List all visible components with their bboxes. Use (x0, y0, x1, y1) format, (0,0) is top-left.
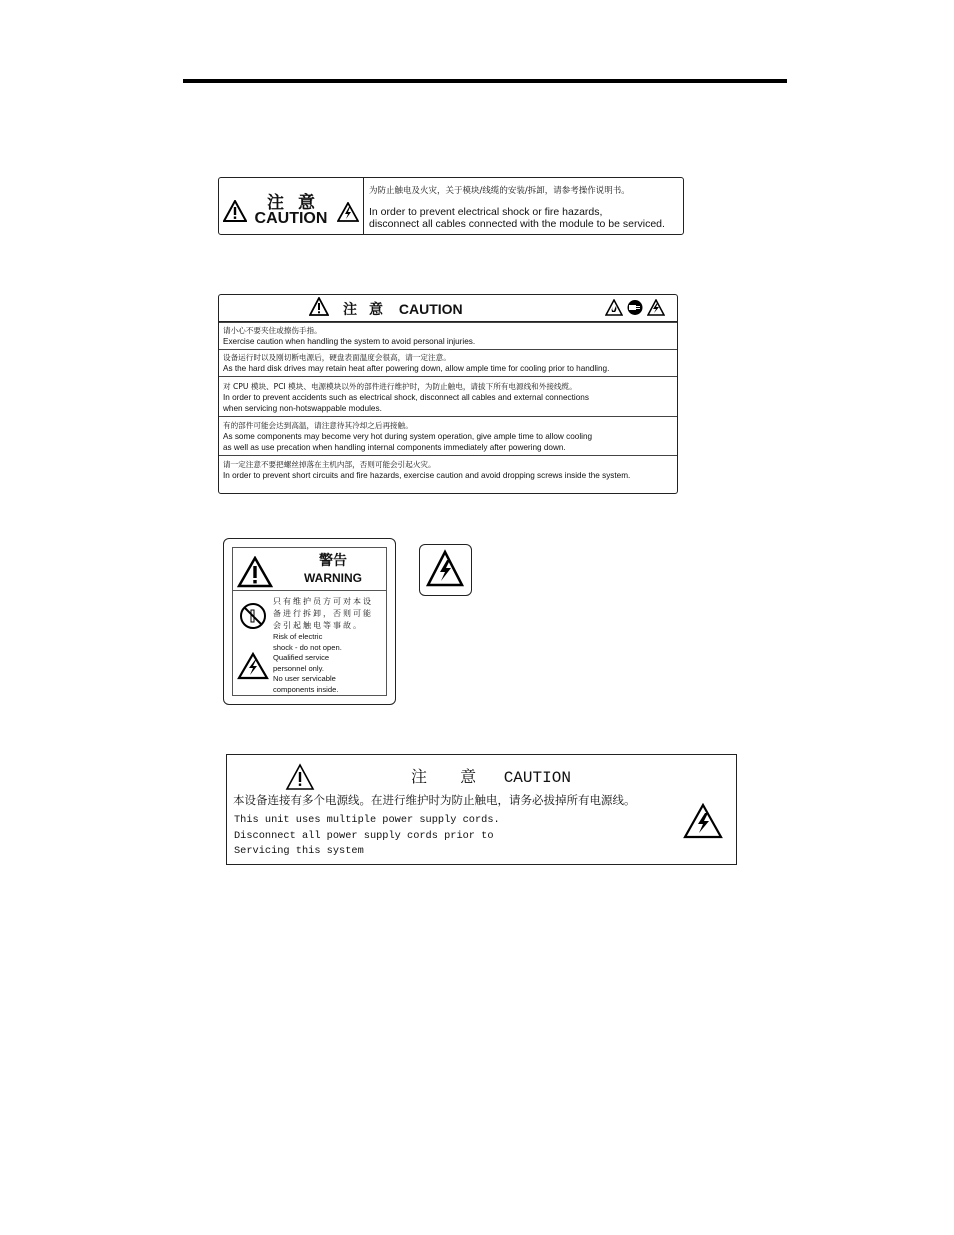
caution-row-zh: 请一定注意不要把螺丝掉落在主机内部，否则可能会引起火灾。 (223, 460, 436, 469)
caution-row (219, 322, 677, 349)
caution-title-en: CAUTION (503, 769, 571, 787)
caution-title-zh: 注意 (343, 302, 395, 318)
caution-row-en: when servicing non-hotswappable modules. (223, 404, 382, 413)
caution-row-en: As the hard disk drives may retain heat after powering down, allow ample time for cooling prior to handling. (223, 364, 610, 373)
caution-row-zh: 设备运行时以及刚切断电源后，硬盘表面温度会很高，请一定注意。 (223, 353, 451, 362)
caution-row-zh: 请小心不要夹住或擦伤手指。 (223, 326, 322, 335)
warning-text-zh-line: 会引起触电等事故。 (273, 621, 363, 630)
caution-text-en-line: Disconnect all power supply cords prior to (234, 829, 494, 842)
warning-title-en: WARNING (304, 571, 362, 585)
hazard-icons (605, 299, 665, 321)
unplug-icon (625, 299, 645, 321)
caution-title-zh: 注意 (267, 193, 329, 213)
caution-row (219, 349, 677, 376)
caution-row-zh: 有的部件可能会达到高温，请注意待其冷却之后再接触。 (223, 421, 413, 430)
header-rule (183, 79, 787, 83)
warning-text-en-line: shock - do not open. (273, 642, 342, 652)
electric-shock-icon (425, 549, 465, 594)
warning-label (223, 538, 396, 705)
electric-shock-label (419, 544, 472, 596)
caution-title-zh: 注 意 (411, 767, 491, 786)
electric-shock-icon (683, 803, 723, 844)
electric-shock-icon (237, 652, 269, 685)
warning-text-en-line: components inside. (273, 684, 339, 694)
warning-text-en-line: personnel only. (273, 663, 324, 673)
caution-text-en-line: In order to prevent electrical shock or fire hazards, (369, 206, 603, 218)
caution-row-en: In order to prevent accidents such as electrical shock, disconnect all cables and external connections (223, 393, 589, 402)
caution-title-en: CAUTION (398, 301, 463, 317)
caution-title (331, 299, 463, 319)
warning-text-en-line: No user servicable (273, 674, 336, 683)
caution-text-en (234, 813, 500, 860)
caution-row (219, 416, 677, 455)
caution-text-en-line: This unit uses multiple power supply cords. (234, 814, 500, 826)
electric-shock-icon (337, 202, 359, 227)
caution-row (219, 376, 677, 416)
caution-text-en-line: Servicing this system (234, 845, 364, 857)
caution-label-system (218, 294, 678, 494)
caution-row-en: as well as use precation when handling internal components immediately after powering down. (223, 443, 566, 452)
electric-shock-icon (647, 299, 665, 321)
warning-triangle-icon (309, 297, 329, 319)
warning-text-zh-line: 备进行拆卸，否则可能 (273, 609, 373, 618)
caution-label-text (369, 185, 681, 230)
warning-text-en-line: Risk of electric (273, 632, 323, 641)
warning-text-zh-line: 只有维护员方可对本设 (273, 597, 373, 606)
divider (233, 590, 386, 591)
caution-row-en: Exercise caution when handling the system to avoid personal injuries. (223, 337, 476, 346)
warning-title-zh: 警告 (319, 553, 347, 569)
warning-label-inner (232, 547, 387, 696)
caution-text-zh: 本设备连接有多个电源线。在进行维护时为防止触电，请务必拔掉所有电源线。 (233, 793, 636, 807)
caution-text-zh: 为防止触电及火灾，关于模块/线缆的安装/拆卸，请参考操作说明书。 (369, 186, 630, 196)
caution-text-en-line: disconnect all cables connected with the module to be serviced. (369, 218, 665, 230)
warning-triangle-icon (237, 556, 273, 593)
hot-surface-icon (605, 299, 623, 321)
caution-row-en: In order to prevent short circuits and fire hazards, exercise caution and avoid dropping screws inside the system. (223, 471, 631, 480)
no-disassembly-icon (239, 602, 267, 635)
caution-label-header (219, 295, 677, 322)
caution-row (219, 455, 677, 483)
caution-row-en: As some components may become very hot during system operation, give ample time to allow cooling (223, 432, 593, 441)
caution-label-power (226, 754, 737, 865)
caution-label-title-block (219, 178, 364, 234)
caution-title-en: CAUTION (254, 210, 328, 227)
warning-text (273, 596, 385, 695)
caution-row-zh: 对 CPU 模块、PCI 模块、电源模块以外的部件进行维护时，为防止触电，请拔下所有电源线和外接线缆。 (223, 382, 577, 391)
caution-title (411, 764, 571, 787)
warning-text-en-line: Qualified service (273, 653, 330, 662)
caution-label-module (218, 177, 684, 235)
